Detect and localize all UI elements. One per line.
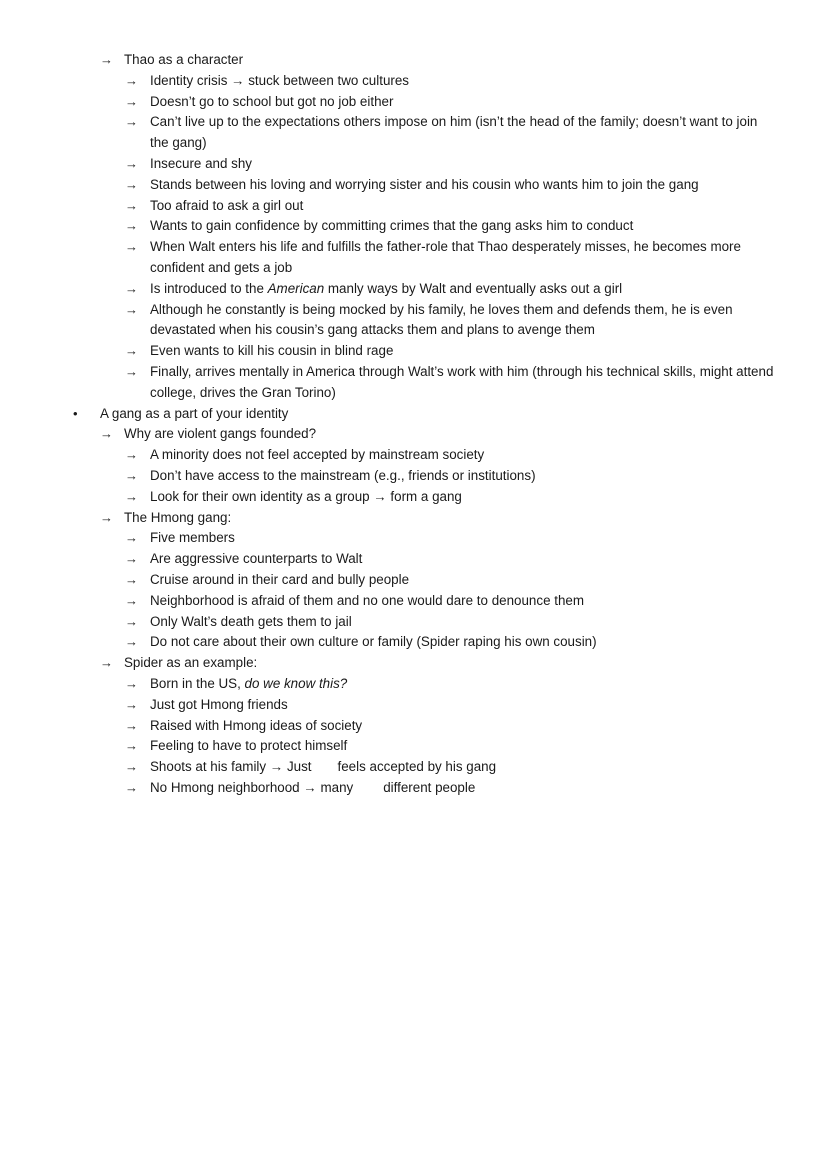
list-item (0, 757, 775, 778)
list-item (0, 112, 775, 154)
item-text: Are aggressive counterparts to Walt (150, 551, 363, 567)
list-item (0, 528, 775, 549)
arrow-icon: → (125, 530, 138, 546)
item-emphasis: do we know this? (244, 675, 348, 691)
list-item (0, 487, 775, 508)
arrow-icon: → (125, 114, 138, 130)
item-text: Can’t live up to the expectations others impose on him (isn’t the head of the family; doesn’t want to join the gang) (150, 114, 758, 151)
item-text: Even wants to kill his cousin in blind rage (150, 343, 394, 359)
arrow-icon: → (100, 509, 113, 525)
item-text: form a gang (386, 488, 462, 504)
item-text: Stands between his loving and worrying sister and his cousin who wants him to join the gang (150, 176, 699, 192)
item-text: Although he constantly is being mocked by his family, he loves them and defends them, he is even devastated when his cousin’s gang attacks them and plans to avenge them (150, 301, 733, 338)
item-text: feels accepted by his gang (337, 759, 497, 775)
notes-list (0, 50, 828, 799)
arrow-icon: → (125, 176, 138, 192)
arrow-icon: → (125, 301, 138, 317)
item-text: Feeling to have to protect himself (150, 738, 348, 754)
item-text: stuck between two cultures (244, 72, 409, 88)
list-item (0, 695, 775, 716)
arrow-icon: → (125, 218, 138, 234)
list-item (0, 341, 775, 362)
arrow-icon: → (125, 779, 138, 795)
hmong-heading (0, 508, 774, 529)
item-text: Too afraid to ask a girl out (150, 197, 304, 213)
bold-arrow-icon: → (269, 759, 284, 775)
item-text: Neighborhood is afraid of them and no one would dare to denounce them (150, 592, 585, 608)
arrow-icon: → (100, 655, 113, 671)
list-item (0, 362, 775, 404)
arrow-icon: → (125, 363, 138, 379)
bold-arrow-icon: → (231, 72, 245, 88)
arrow-icon: → (100, 426, 113, 442)
item-text: Finally, arrives mentally in America through Walt’s work with him (through his technical skills, might attend college, drives the Gran Torino) (150, 363, 774, 400)
hmong-title: The Hmong gang: (124, 509, 232, 525)
list-item (0, 237, 775, 279)
item-text: Raised with Hmong ideas of society (150, 717, 363, 733)
item-text: Doesn’t go to school but got no job either (150, 93, 394, 109)
arrow-icon: → (125, 239, 138, 255)
arrow-icon: → (125, 613, 138, 629)
item-text: Don’t have access to the mainstream (e.g., friends or institutions) (150, 467, 536, 483)
item-text: A minority does not feel accepted by mainstream society (150, 447, 485, 463)
arrow-icon: → (125, 280, 138, 296)
item-text: Wants to gain confidence by committing crimes that the gang asks him to conduct (150, 218, 634, 234)
list-item (0, 570, 775, 591)
item-text: different people (383, 779, 476, 795)
list-item (0, 591, 775, 612)
list-item (0, 612, 775, 633)
arrow-icon: → (125, 488, 138, 504)
arrow-icon: → (125, 467, 138, 483)
arrow-icon: → (125, 447, 138, 463)
list-item (0, 71, 775, 92)
item-text: Born in the US, (150, 675, 245, 691)
arrow-icon: → (125, 197, 138, 213)
item-text: Just got Hmong friends (150, 696, 288, 712)
item-text: Five members (150, 530, 235, 546)
list-item (0, 549, 775, 570)
arrow-icon: → (125, 717, 138, 733)
arrow-icon: → (125, 571, 138, 587)
arrow-icon: → (100, 52, 113, 67)
arrow-icon: → (125, 592, 138, 608)
item-text: Look for their own identity as a group (150, 488, 374, 504)
item-text: Cruise around in their card and bully people (150, 571, 410, 587)
thao-title: Thao as a character (124, 52, 244, 67)
arrow-icon: → (125, 155, 138, 171)
why-heading (0, 424, 774, 445)
list-item (0, 196, 775, 217)
list-item (0, 216, 775, 237)
item-text: Only Walt’s death gets them to jail (150, 613, 352, 629)
bullet-icon: • (73, 405, 78, 421)
list-item (0, 632, 775, 653)
list-item (0, 716, 775, 737)
arrow-icon: → (125, 759, 138, 775)
gang-heading (0, 404, 750, 425)
item-text: Identity crisis (150, 72, 232, 88)
arrow-icon: → (125, 634, 138, 650)
list-item (0, 175, 775, 196)
item-emphasis: American (267, 280, 325, 296)
spider-title: Spider as an example: (124, 655, 258, 671)
item-text: When Walt enters his life and fulfills the father-role that Thao desperately misses, he becomes more confident and gets a job (150, 239, 741, 275)
arrow-icon: → (125, 738, 138, 754)
item-text: Do not care about their own culture or family (Spider raping his own cousin) (150, 634, 597, 650)
item-text: Is introduced to the (150, 280, 268, 296)
list-item (0, 92, 775, 113)
arrow-icon: → (125, 551, 138, 567)
arrow-icon: → (125, 72, 138, 88)
list-item (0, 736, 775, 757)
list-item (0, 300, 775, 342)
bold-arrow-icon: → (303, 779, 317, 795)
item-text: Insecure and shy (150, 155, 252, 171)
list-item (0, 279, 775, 300)
list-item (0, 778, 775, 799)
arrow-icon: → (125, 675, 138, 691)
arrow-icon: → (125, 343, 138, 359)
item-text: No Hmong neighborhood (150, 779, 304, 795)
list-item (0, 445, 775, 466)
gang-title: A gang as a part of your identity (100, 405, 289, 421)
item-text: Shoots at his family (150, 759, 270, 775)
bold-arrow-icon: → (373, 488, 387, 504)
spider-heading (0, 653, 774, 674)
why-title: Why are violent gangs founded? (124, 426, 317, 442)
arrow-icon: → (125, 93, 138, 109)
arrow-icon: → (125, 696, 138, 712)
item-text: many (316, 779, 354, 795)
item-text: manly ways by Walt and eventually asks out a girl (324, 280, 623, 296)
thao-heading (0, 50, 774, 71)
list-item (0, 154, 775, 175)
list-item (0, 674, 775, 695)
item-text: Just (283, 759, 312, 775)
list-item (0, 466, 775, 487)
